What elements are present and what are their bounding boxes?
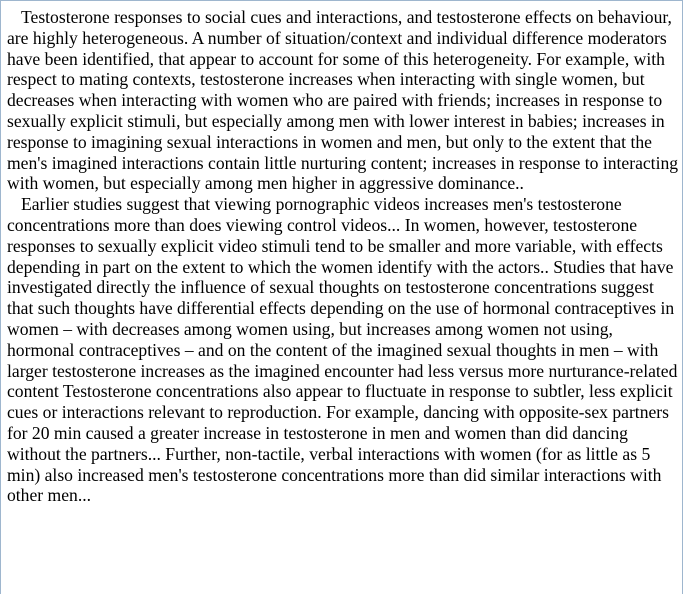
paragraph-1: Testosterone responses to social cues and interactions, and testosterone effects on behaviour, are highly heterogeneous. A number of situation/context and individual difference moderators have been identified, that appear to account for some of this heterogeneity. For example, with respect to mating contexts, testosterone increases when interacting with single women, but decreases when interacting with women who are paired with friends; increases in response to sexually explicit stimuli, but especially among men with lower interest in babies; increases in response to imagining sexual interactions in women and men, but only to the extent that the men's imagined interactions contain little nurturing content; increases in response to interacting with women, but especially among men higher in aggressive dominance..: [7, 7, 679, 194]
document-body: [7, 7, 679, 506]
paragraph-2: Earlier studies suggest that viewing pornographic videos increases men's testosterone concentrations more than does viewing control videos... In women, however, testosterone responses to sexually explicit video stimuli tend to be smaller and more variable, with effects depending in part on the extent to which the women identify with the actors.. Studies that have investigated directly the influence of sexual thoughts on testosterone concentrations suggest that such thoughts have differential effects depending on the use of hormonal contraceptives in women – with decreases among women using, but increases among women not using, hormonal contraceptives – and on the content of the imagined sexual thoughts in men – with larger testosterone increases as the imagined encounter had less versus more nurturance-related content Testosterone concentrations also appear to fluctuate in response to subtler, less explicit cues or interactions relevant to reproduction. For example, dancing with opposite-sex partners for 20 min caused a greater increase in testosterone in men and women than did dancing without the partners... Further, non-tactile, verbal interactions with women (for as little as 5 min) also increased men's testosterone concentrations more than did similar interactions with other men...: [7, 194, 678, 506]
